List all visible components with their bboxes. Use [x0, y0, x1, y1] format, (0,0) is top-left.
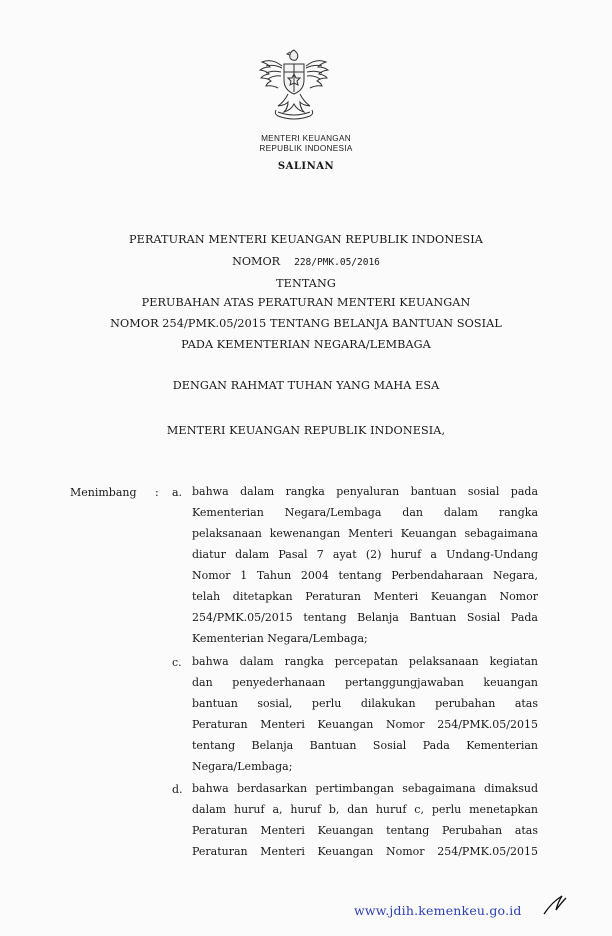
- considering-label: Menimbang: [70, 486, 137, 499]
- item-line: Peraturan Menteri Keuangan Nomor 254/PMK.05/2015: [192, 718, 538, 731]
- authority-line: MENTERI KEUANGAN REPUBLIK INDONESIA,: [166, 424, 446, 437]
- nomor-label: NOMOR: [232, 255, 281, 268]
- subject-line3: PADA KEMENTERIAN NEGARA/LEMBAGA: [181, 338, 431, 351]
- item-line: telah ditetapkan Peraturan Menteri Keuangan Nomor: [192, 590, 538, 603]
- considering-colon: :: [155, 486, 159, 499]
- institution-line2: REPUBLIK INDONESIA: [259, 144, 353, 153]
- subject-line2: NOMOR 254/PMK.05/2015 TENTANG BELANJA BANTUAN SOSIAL: [110, 317, 502, 330]
- item-line: Nomor 1 Tahun 2004 tentang Perbendaharaan Negara,: [192, 569, 538, 582]
- nomor-value: 228/PMK.05/2016: [294, 257, 380, 268]
- item-line: diatur dalam Pasal 7 ayat (2) huruf a Undang-Undang: [192, 548, 538, 561]
- item-text: [192, 651, 538, 777]
- item-line: bahwa dalam rangka penyaluran bantuan sosial pada: [192, 485, 538, 498]
- item-letter: c.: [172, 656, 182, 669]
- subject-line1: PERUBAHAN ATAS PERATURAN MENTERI KEUANGAN: [141, 296, 471, 309]
- item-line: bantuan sosial, perlu dilakukan perubahan atas: [192, 697, 538, 710]
- item-line: Kementerian Negara/Lembaga dan dalam rangka: [192, 506, 538, 519]
- item-letter: a.: [172, 486, 183, 499]
- about-label: TENTANG: [276, 277, 336, 290]
- blessing-line: DENGAN RAHMAT TUHAN YANG MAHA ESA: [172, 379, 440, 392]
- handwritten-initial-mark: [540, 892, 570, 918]
- item-text: [192, 778, 538, 862]
- item-line: dalam huruf a, huruf b, dan huruf c, perlu menetapkan: [192, 803, 538, 816]
- item-line: dan penyederhanaan pertanggungjawaban keuangan: [192, 676, 538, 689]
- item-letter: d.: [172, 783, 183, 796]
- item-line: 254/PMK.05/2015 tentang Belanja Bantuan Sosial Pada: [192, 611, 538, 624]
- item-line: Negara/Lembaga;: [192, 760, 293, 773]
- item-line: bahwa dalam rangka percepatan pelaksanaan kegiatan: [192, 655, 538, 668]
- jdih-website-link[interactable]: www.jdih.kemenkeu.go.id: [354, 903, 522, 918]
- item-line: tentang Belanja Bantuan Sosial Pada Kementerian: [192, 739, 538, 752]
- regulation-title: PERATURAN MENTERI KEUANGAN REPUBLIK INDONESIA: [129, 233, 483, 246]
- item-text: [192, 481, 538, 649]
- item-line: pelaksanaan kewenangan Menteri Keuangan sebagaimana: [192, 527, 538, 540]
- item-line: Peraturan Menteri Keuangan Nomor 254/PMK.05/2015: [192, 845, 538, 858]
- item-line: Peraturan Menteri Keuangan tentang Perubahan atas: [192, 824, 538, 837]
- garuda-emblem-icon: [254, 46, 334, 126]
- copy-label: SALINAN: [277, 161, 335, 172]
- institution-line1: MENTERI KEUANGAN: [261, 134, 351, 143]
- item-line: bahwa berdasarkan pertimbangan sebagaimana dimaksud: [192, 782, 538, 795]
- regulation-number: [0, 255, 612, 268]
- item-line: Kementerian Negara/Lembaga;: [192, 632, 368, 645]
